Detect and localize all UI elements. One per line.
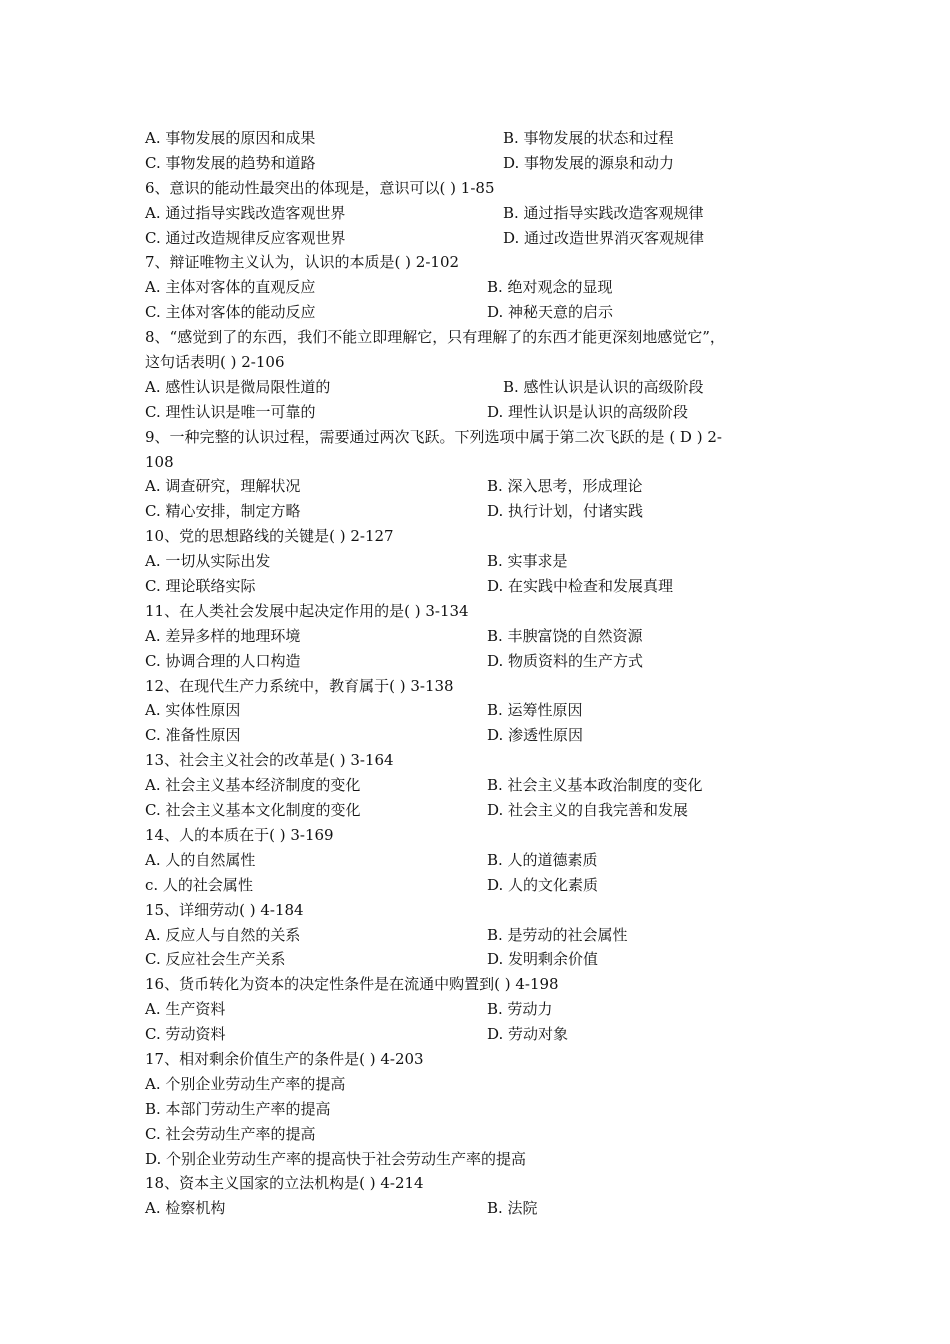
text-line [145, 1171, 825, 1196]
text-line [145, 972, 825, 997]
text-line [145, 1072, 825, 1097]
line-text: 13、社会主义社会的改革是( ) 3-164 [145, 751, 394, 770]
option-right: B. 深入思考，形成理论 [487, 477, 643, 496]
option-right: D. 执行计划，付诸实践 [487, 502, 644, 521]
option-right: B. 法院 [487, 1199, 538, 1218]
option-right: D. 理性认识是认识的高级阶段 [487, 402, 689, 421]
option-row [145, 1196, 825, 1221]
option-left: C. 精心安排，制定方略 [145, 502, 301, 521]
option-right: D. 发明剩余价值 [487, 950, 599, 969]
line-text: 10、党的思想路线的关键是( ) 2-127 [145, 527, 394, 546]
option-right: B. 是劳动的社会属性 [487, 925, 628, 944]
text-line [145, 1147, 825, 1172]
option-row [145, 300, 825, 325]
option-left: c. 人的社会属性 [145, 875, 253, 894]
line-text: 9、一种完整的认识过程，需要通过两次飞跃。下列选项中属于第二次飞跃的是 ( D ) 2- [145, 427, 722, 446]
option-row [145, 848, 825, 873]
option-right: B. 绝对观念的显现 [487, 278, 613, 297]
line-text: 108 [145, 452, 174, 471]
option-row [145, 624, 825, 649]
exam-page [145, 126, 825, 1221]
option-left: A. 调查研究，理解状况 [145, 477, 301, 496]
text-line [145, 674, 825, 699]
option-row [145, 549, 825, 574]
option-left: A. 实体性原因 [145, 701, 241, 720]
text-line [145, 1097, 825, 1122]
text-line [145, 748, 825, 773]
line-text: 8、“感觉到了的东西，我们不能立即理解它，只有理解了的东西才能更深刻地感觉它”， [145, 328, 725, 347]
text-line [145, 425, 825, 450]
option-left: C. 主体对客体的能动反应 [145, 303, 316, 322]
text-line [145, 350, 825, 375]
option-right: D. 渗透性原因 [487, 726, 584, 745]
option-right: B. 事物发展的状态和过程 [503, 129, 674, 147]
option-right: D. 物质资料的生产方式 [487, 651, 644, 670]
option-right: D. 在实践中检查和发展真理 [487, 577, 674, 596]
option-right: D. 社会主义的自我完善和发展 [487, 801, 689, 820]
option-row [145, 1022, 825, 1047]
option-left: C. 理论联络实际 [145, 577, 256, 596]
option-row [145, 947, 825, 972]
option-right: D. 人的文化素质 [487, 875, 599, 894]
option-left: A. 检察机构 [145, 1199, 226, 1218]
option-row [145, 201, 825, 226]
option-right: B. 感性认识是认识的高级阶段 [503, 377, 704, 396]
option-left: A. 事物发展的原因和成果 [145, 129, 316, 147]
text-line [145, 1122, 825, 1147]
option-row [145, 151, 825, 176]
option-left: A. 社会主义基本经济制度的变化 [145, 776, 361, 795]
option-row [145, 275, 825, 300]
text-line [145, 450, 825, 475]
option-left: A. 一切从实际出发 [145, 552, 271, 571]
option-right: B. 通过指导实践改造客观规律 [503, 203, 704, 222]
option-left: C. 通过改造规律反应客观世界 [145, 228, 346, 247]
option-right: D. 劳动对象 [487, 1025, 569, 1044]
option-left: A. 差异多样的地理环境 [145, 626, 301, 645]
option-row [145, 773, 825, 798]
option-left: C. 劳动资料 [145, 1025, 226, 1044]
option-row [145, 474, 825, 499]
option-row [145, 400, 825, 425]
option-row [145, 574, 825, 599]
line-text: 18、资本主义国家的立法机构是( ) 4-214 [145, 1174, 424, 1193]
option-right: B. 运筹性原因 [487, 701, 583, 720]
option-right: B. 丰腴富饶的自然资源 [487, 626, 643, 645]
option-right: B. 社会主义基本政治制度的变化 [487, 776, 703, 795]
option-left: A. 主体对客体的直观反应 [145, 278, 316, 297]
option-row [145, 873, 825, 898]
line-text: 6、意识的能动性最突出的体现是，意识可以( ) 1-85 [145, 178, 495, 197]
line-text: C. 社会劳动生产率的提高 [145, 1124, 316, 1143]
line-text: 17、相对剩余价值生产的条件是( ) 4-203 [145, 1049, 424, 1068]
option-row [145, 499, 825, 524]
option-right: D. 通过改造世界消灭客观规律 [503, 228, 705, 247]
text-line [145, 823, 825, 848]
option-row [145, 798, 825, 823]
option-row [145, 997, 825, 1022]
option-left: C. 协调合理的人口构造 [145, 651, 301, 670]
line-text: 12、在现代生产力系统中，教育属于( ) 3-138 [145, 676, 454, 695]
text-line [145, 524, 825, 549]
text-line [145, 325, 825, 350]
text-line [145, 898, 825, 923]
option-left: A. 生产资料 [145, 1000, 226, 1019]
option-row [145, 723, 825, 748]
option-right: B. 劳动力 [487, 1000, 553, 1019]
line-text: 11、在人类社会发展中起决定作用的是( ) 3-134 [145, 601, 469, 620]
text-line [145, 599, 825, 624]
option-left: C. 理性认识是唯一可靠的 [145, 402, 316, 421]
option-row [145, 649, 825, 674]
option-left: C. 事物发展的趋势和道路 [145, 153, 316, 172]
option-right: D. 神秘天意的启示 [487, 303, 614, 322]
option-right: B. 人的道德素质 [487, 850, 598, 869]
line-text: 14、人的本质在于( ) 3-169 [145, 825, 334, 844]
line-text: 7、辩证唯物主义认为，认识的本质是( ) 2-102 [145, 253, 460, 272]
line-text: A. 个别企业劳动生产率的提高 [145, 1074, 346, 1093]
line-text: 15、详细劳动( ) 4-184 [145, 900, 304, 919]
text-line [145, 1047, 825, 1072]
option-right: B. 实事求是 [487, 552, 568, 571]
option-row [145, 923, 825, 948]
option-left: C. 准备性原因 [145, 726, 241, 745]
line-text: D. 个别企业劳动生产率的提高快于社会劳动生产率的提高 [145, 1149, 527, 1168]
option-row [145, 226, 825, 251]
option-row [145, 375, 825, 400]
option-left: A. 人的自然属性 [145, 850, 256, 869]
option-left: C. 反应社会生产关系 [145, 950, 286, 969]
line-text: 16、货币转化为资本的决定性条件是在流通中购置到( ) 4-198 [145, 975, 559, 994]
line-text: B. 本部门劳动生产率的提高 [145, 1099, 331, 1118]
option-right: D. 事物发展的源泉和动力 [503, 153, 675, 172]
option-left: A. 通过指导实践改造客观世界 [145, 203, 346, 222]
option-left: A. 感性认识是微局限性道的 [145, 377, 331, 396]
line-text: 这句话表明( ) 2-106 [145, 353, 285, 372]
option-row [145, 698, 825, 723]
option-row [145, 126, 825, 151]
text-line [145, 176, 825, 201]
text-line [145, 250, 825, 275]
option-left: A. 反应人与自然的关系 [145, 925, 301, 944]
option-left: C. 社会主义基本文化制度的变化 [145, 801, 361, 820]
